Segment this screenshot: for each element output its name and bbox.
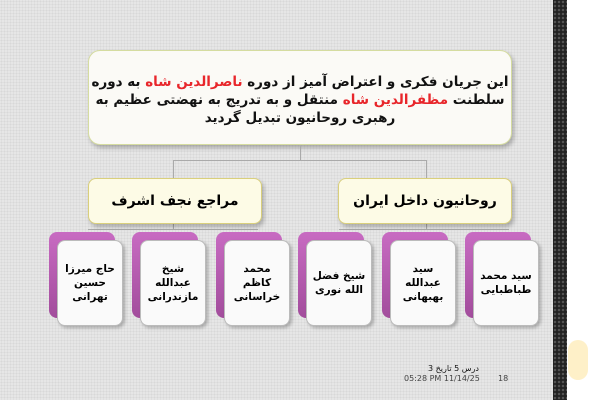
member-card: حاج میرزا حسین تهرانی [57, 240, 123, 326]
text: به دوره سلطنت [91, 74, 505, 108]
member-card: شیخ فضل الله نوری [306, 240, 372, 326]
member-card: شیخ عبدالله مازندرانی [140, 240, 206, 326]
highlight-mozaffar: مظفرالدین شاه [342, 92, 449, 108]
highlight-naser: ناصرالدین شاه [145, 74, 243, 90]
group-header-najaf: مراجع نجف اشرف [88, 178, 262, 224]
member-card: سید عبدالله بهبهانی [390, 240, 456, 326]
text: این جریان فکری و اعتراض آمیز از دوره [242, 74, 509, 90]
text: منتقل و به تدریج به نهضتی عظیم به رهبری روحانیون تبدیل گردید [95, 92, 396, 126]
member-card: محمد کاظم خراسانی [224, 240, 290, 326]
decoration [568, 340, 588, 380]
footer-datetime: 05:28 PM 11/14/25 [404, 374, 480, 383]
page-number: 18 [498, 374, 509, 383]
footer-lesson: درس 5 تاریخ 3 [428, 364, 479, 373]
main-statement-box [88, 50, 512, 145]
group-header-iran: روحانیون داخل ایران [338, 178, 512, 224]
scrollbar-strip [553, 0, 567, 400]
member-card: سید محمد طباطبایی [473, 240, 539, 326]
